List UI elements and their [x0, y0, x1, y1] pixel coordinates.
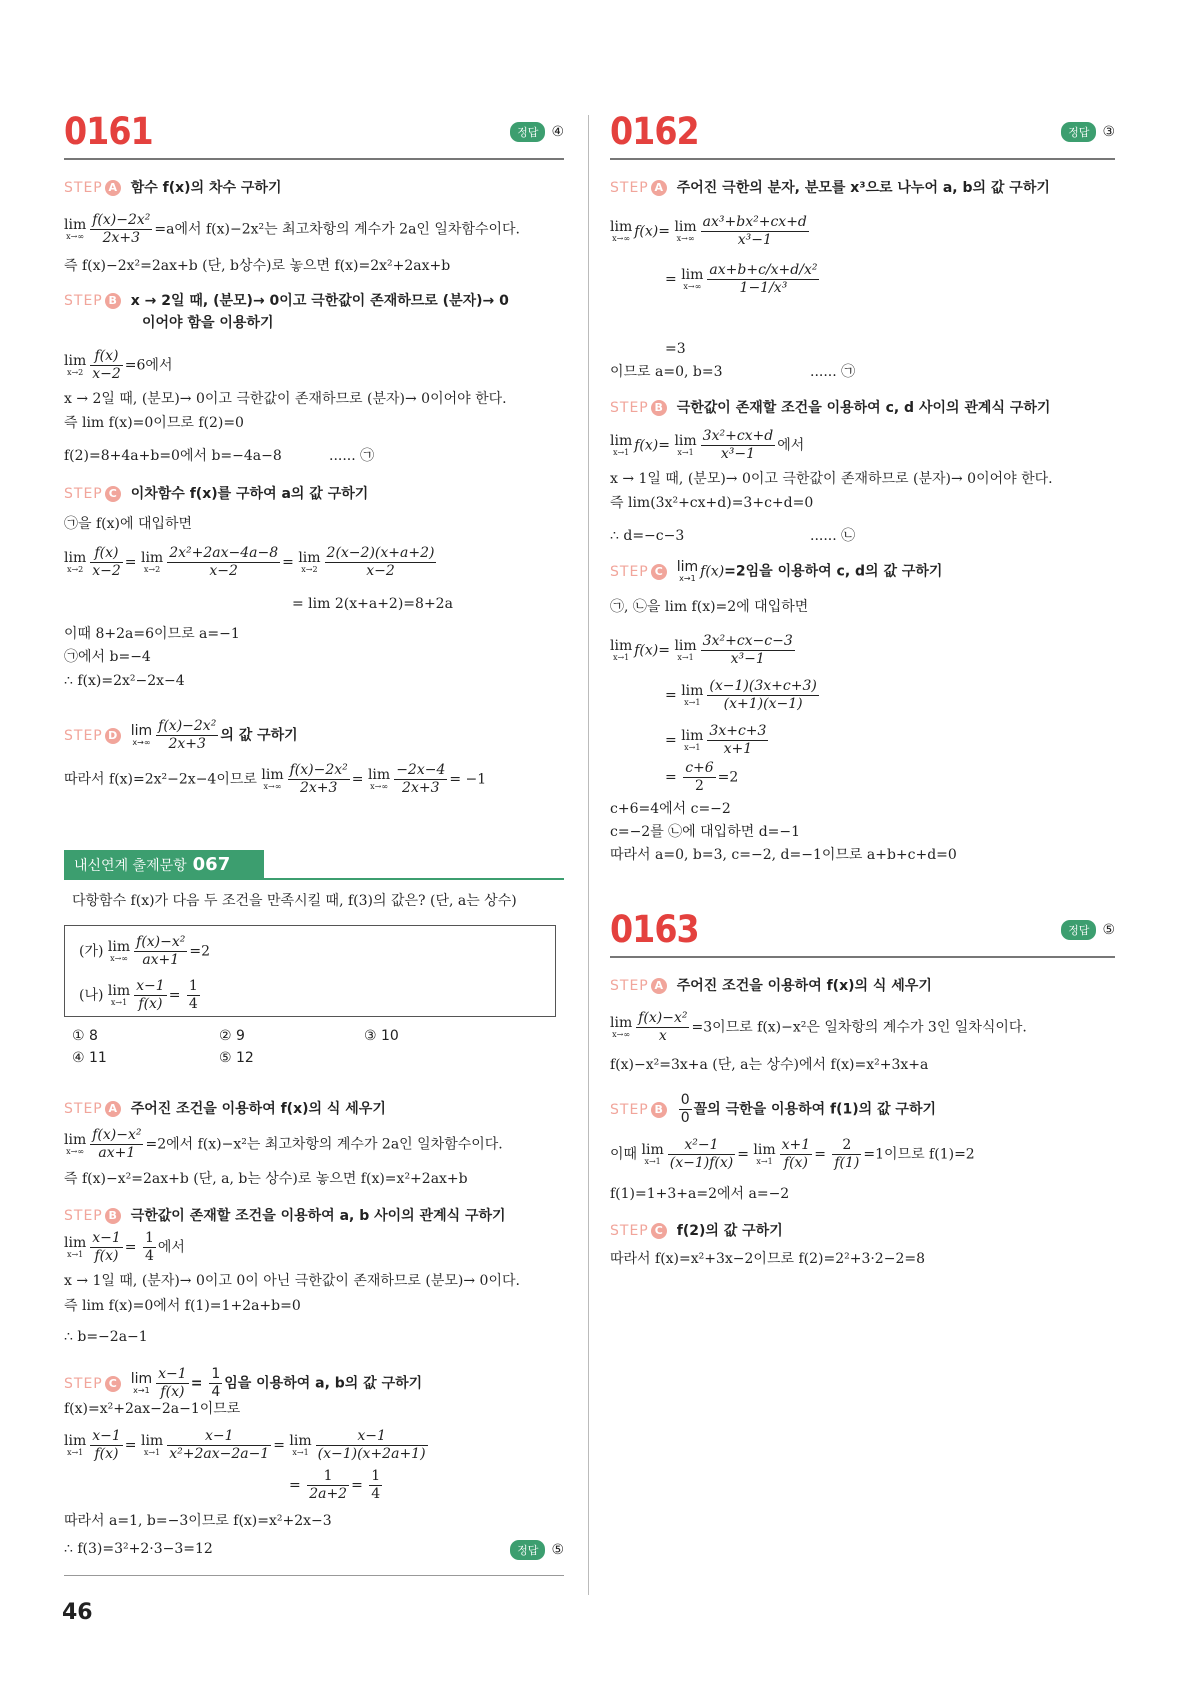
step-c: STEP C lim x→1 f(x)=2임을 이용하여 c, d의 값 구하기 — [610, 559, 943, 583]
equation-line: lim x→∞ $\frac{\text{f(x)−2x²}}{2x+3}$ =a에서 f(x)−2x²는 최고차항의 계수가 2a인 일차함수이다. — [64, 212, 521, 246]
answer-badge: 정답 ⑤ — [1061, 920, 1115, 940]
equation-line: = lim x→∞ $\frac{\text{ax+b+c/x+d/x²}}{\text{1−1/x³}}$ — [665, 262, 818, 296]
problem-0161-header — [64, 110, 564, 160]
text-line: c=−2를 ㉡에 대입하면 d=−1 — [610, 824, 801, 840]
step-a: STEP A 주어진 조건을 이용하여 f(x)의 식 세우기 — [64, 1101, 386, 1117]
text-line: ∴ b=−2a−1 — [64, 1329, 148, 1345]
step-b: STEP B 극한값이 존재할 조건을 이용하여 c, d 사이의 관계식 구하기 — [610, 400, 1051, 416]
text-line: f(x)−x²=3x+a (단, a는 상수)에서 f(x)=x²+3x+a — [610, 1057, 929, 1073]
text-line: ∴ f(x)=2x²−2x−4 — [64, 673, 185, 689]
text-line: ∴ d=−c−3 ...... ㉡ — [610, 528, 856, 544]
choice-5[interactable]: ⑤ 12 — [219, 1050, 254, 1066]
text-line: ∴ f(3)=3²+2·3−3=12 — [64, 1541, 213, 1557]
text-line: x → 1일 때, (분모)→ 0이고 극한값이 존재하므로 (분자)→ 0이어야 한다. — [610, 471, 1053, 487]
text-line: 이때 8+2a=6이므로 a=−1 — [64, 626, 240, 642]
text-line: ㉠을 f(x)에 대입하면 — [64, 516, 193, 532]
answer-badge: 정답 ③ — [1061, 122, 1115, 142]
choice-3[interactable]: ③ 10 — [364, 1028, 399, 1044]
choice-4[interactable]: ④ 11 — [72, 1050, 107, 1066]
step-c: STEP C f(2)의 값 구하기 — [610, 1223, 783, 1239]
equation-line: lim x→1 $\frac{x-1}{f(x)}$ = lim x→1 $\frac{x-1}{\text{x²+2ax−2a−1}}$ = lim x→1 $\frac{x-1}{(x-1)(x+2a+1)}$ — [64, 1428, 426, 1462]
equation-line: lim x→∞ f(x)= lim x→∞ $\frac{\text{ax³+bx²+cx+d}}{\text{x³−1}}$ — [610, 214, 807, 248]
equation-line: 따라서 f(x)=2x²−2x−4이므로 lim x→∞ $\frac{\text{f(x)−2x²}}{2x+3}$ = lim x→∞ $\frac{-2x-4}{2x+3}$ = −1 — [64, 762, 487, 796]
page-number: 46 — [62, 1600, 93, 1625]
text-line: c+6=4에서 c=−2 — [610, 801, 731, 817]
equation-line: = $\frac{c+6}{2}$ =2 — [665, 760, 739, 794]
choice-2[interactable]: ② 9 — [219, 1028, 245, 1044]
left-column — [64, 0, 564, 1683]
step-c: STEP C 이차함수 f(x)를 구하여 a의 값 구하기 — [64, 486, 369, 502]
text-line: x → 2일 때, (분모)→ 0이고 극한값이 존재하므로 (분자)→ 0이어야 한다. — [64, 391, 507, 407]
text-line: 따라서 a=0, b=3, c=−2, d=−1이므로 a+b+c+d=0 — [610, 847, 957, 863]
text-line: 즉 lim f(x)=0이므로 f(2)=0 — [64, 415, 244, 431]
problem-number: 0163 — [610, 908, 699, 951]
text-line: ㉠에서 b=−4 — [64, 649, 151, 665]
step-b: STEP B x → 2일 때, (분모)→ 0이고 극한값이 존재하므로 (분자)→ 0 — [64, 293, 509, 309]
equation-line: = $\frac{1}{2a+2}$ = $\frac{1}{4}$ — [289, 1468, 381, 1502]
equation-line: lim x→1 $\frac{x-1}{f(x)}$ = $\frac{1}{4}$ 에서 — [64, 1230, 185, 1264]
step-b-cont: 이어야 함을 이용하기 — [142, 315, 274, 331]
equation-line: lim x→∞ $\frac{\text{f(x)−x²}}{x}$ =3이므로 f(x)−x²은 일차항의 계수가 3인 일차식이다. — [610, 1010, 1027, 1044]
text-line: 즉 f(x)−x²=2ax+b (단, a, b는 상수)로 놓으면 f(x)=x²+2ax+b — [64, 1171, 468, 1187]
step-a: STEP A 주어진 조건을 이용하여 f(x)의 식 세우기 — [610, 978, 932, 994]
step-c: STEP C lim x→1 $\frac{x-1}{f(x)}$ = $\frac{1}{4}$ 임을 이용하여 a, b의 값 구하기 — [64, 1366, 423, 1400]
equation-line: = lim x→1 $\frac{(x-1)(3x+c+3)}{(x+1)(x-1)}$ — [665, 678, 817, 712]
text-line: 즉 lim f(x)=0에서 f(1)=1+2a+b=0 — [64, 1298, 301, 1314]
equation-line: = lim 2(x+a+2)=8+2a — [292, 596, 453, 612]
text-line: 따라서 a=1, b=−3이므로 f(x)=x²+2x−3 — [64, 1513, 332, 1529]
step-b: STEP B 극한값이 존재할 조건을 이용하여 a, b 사이의 관계식 구하기 — [64, 1208, 506, 1224]
equation-line: lim x→1 f(x)= lim x→1 $\frac{\text{3x²+cx+d}}{\text{x³−1}}$ 에서 — [610, 428, 805, 462]
text-line: 즉 lim(3x²+cx+d)=3+c+d=0 — [610, 495, 814, 511]
equation-line: lim x→∞ $\frac{\text{f(x)−x²}}{ax+1}$ =2에서 f(x)−x²는 최고차항의 계수가 2a인 일차함수이다. — [64, 1127, 503, 1161]
equation-line: lim x→1 f(x)= lim x→1 $\frac{\text{3x²+cx−c−3}}{\text{x³−1}}$ — [610, 633, 793, 667]
equation-line: lim x→2 $\frac{f(x)}{x-2}$ = lim x→2 $\frac{\text{2x²+2ax−4a−8}}{x-2}$ = lim x→2 $\frac{2(x-2)(x+a+2)}{x-2}$ — [64, 545, 435, 579]
text-line: 이므로 a=0, b=3 ...... ㉠ — [610, 364, 856, 380]
problem-0162-header — [610, 110, 1115, 160]
answer-badge: 정답 ④ — [510, 122, 564, 142]
step-b: STEP B $\frac{0}{0}$ 꼴의 극한을 이용하여 f(1)의 값 구하기 — [610, 1092, 936, 1126]
step-a: STEP A 주어진 극한의 분자, 분모를 x³으로 나누어 a, b의 값 구하기 — [610, 180, 1050, 196]
naesin-header: 내신연계 출제문항 067 — [64, 850, 564, 880]
text-line: 따라서 f(x)=x²+3x−2이므로 f(2)=2²+3·2−2=8 — [610, 1251, 925, 1267]
step-a: STEP A 함수 f(x)의 차수 구하기 — [64, 180, 282, 196]
step-d: STEP D lim x→∞ $\frac{\text{f(x)−2x²}}{2x+3}$ 의 값 구하기 — [64, 718, 298, 752]
problem-number: 0162 — [610, 110, 699, 153]
text-line: f(2)=8+4a+b=0에서 b=−4a−8 ...... ㉠ — [64, 448, 375, 464]
condition-box: (가) lim x→∞ $\frac{\text{f(x)−x²}}{ax+1}$ =2 (나) lim x→1 $\frac{x-1}{f(x)}$ = $\frac{1}{4}$ — [64, 925, 556, 1017]
problem-0163-header — [610, 908, 1115, 958]
equation-line: lim x→2 $\frac{f(x)}{x-2}$ =6에서 — [64, 348, 173, 382]
equation-line: = lim x→1 $\frac{3x+c+3}{x+1}$ — [665, 723, 767, 757]
column-divider — [588, 115, 589, 1595]
equation-line: =3 — [665, 341, 686, 357]
question-text: 다항함수 f(x)가 다음 두 조건을 만족시킬 때, f(3)의 값은? (단, a는 상수) — [72, 893, 517, 909]
right-column — [610, 0, 1115, 1683]
problem-number: 0161 — [64, 110, 153, 153]
text-line: 즉 f(x)−2x²=2ax+b (단, b상수)로 놓으면 f(x)=2x²+2ax+b — [64, 258, 451, 274]
answer-badge: 정답 ⑤ — [510, 1540, 564, 1560]
text-line: f(1)=1+3+a=2에서 a=−2 — [610, 1186, 790, 1202]
choice-1[interactable]: ① 8 — [72, 1028, 98, 1044]
text-line: ㉠, ㉡을 lim f(x)=2에 대입하면 — [610, 599, 809, 615]
equation-line: 이때 lim x→1 $\frac{\text{x²−1}}{(x-1)f(x)}$ = lim x→1 $\frac{x+1}{f(x)}$ = $\frac{2}{f(1)}$ =1이므로 f(1)=2 — [610, 1137, 975, 1171]
bottom-rule — [64, 1575, 564, 1576]
text-line: f(x)=x²+2ax−2a−1이므로 — [64, 1401, 241, 1417]
text-line: x → 1일 때, (분자)→ 0이고 0이 아닌 극한값이 존재하므로 (분모)→ 0이다. — [64, 1273, 520, 1289]
